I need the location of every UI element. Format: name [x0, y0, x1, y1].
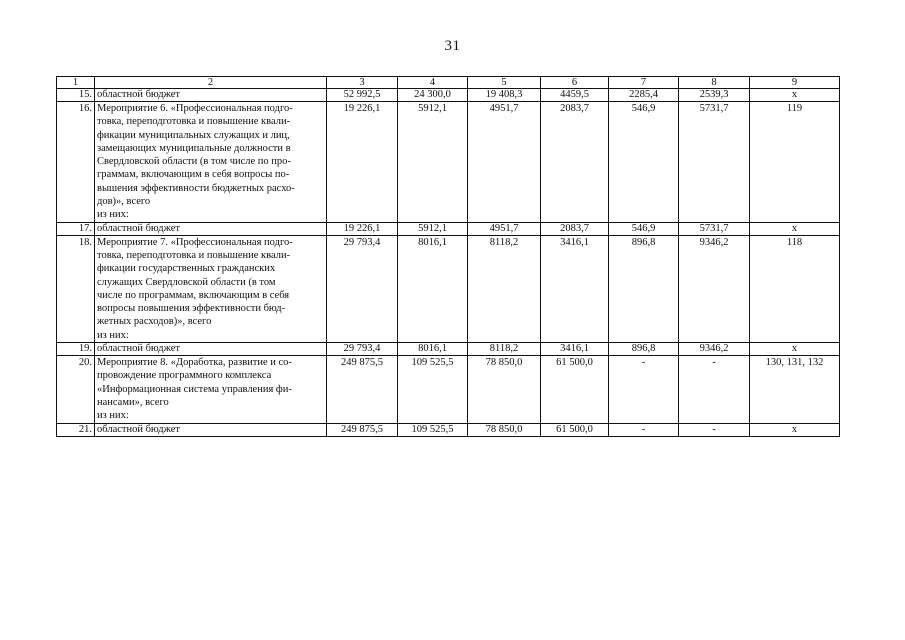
value-cell-c7: 546,9: [609, 102, 679, 223]
value-cell-c9: 130, 131, 132: [750, 356, 840, 423]
row-name-line: областной бюджет: [97, 343, 180, 355]
table-row: [57, 235, 840, 342]
budget-table: [56, 76, 840, 437]
value-cell-c3: 249 875,5: [327, 356, 398, 423]
column-header: 1: [57, 77, 95, 89]
value-cell-c3: 29 793,4: [327, 235, 398, 342]
value-cell-c8: 9346,2: [679, 235, 750, 342]
row-number: 18.: [57, 235, 95, 342]
table-row: [57, 222, 840, 235]
value-cell-c7: 2285,4: [609, 89, 679, 102]
row-name-line: товка, переподготовка и повышение квали-: [97, 116, 291, 128]
row-name-line: вышения эффективности бюджетных расхо-: [97, 182, 295, 194]
row-name-line: из них:: [97, 410, 129, 422]
value-cell-c3: 52 992,5: [327, 89, 398, 102]
value-cell-c5: 4951,7: [468, 222, 541, 235]
value-cell-c9: х: [750, 343, 840, 356]
row-name-line: числе по программам, включающим в себя: [97, 289, 290, 301]
row-name-line: замещающих муниципальные должности в: [97, 142, 291, 154]
table-row: [57, 343, 840, 356]
value-cell-c7: 546,9: [609, 222, 679, 235]
value-cell-c8: -: [679, 423, 750, 436]
value-cell-c6: 3416,1: [541, 235, 609, 342]
row-name: [95, 89, 327, 102]
row-name-line: областной бюджет: [97, 222, 180, 234]
value-cell-c6: 61 500,0: [541, 423, 609, 436]
row-number: 17.: [57, 222, 95, 235]
column-header: 8: [679, 77, 750, 89]
row-number: 20.: [57, 356, 95, 423]
row-name-line: товка, переподготовка и повышение квали-: [97, 249, 291, 261]
value-cell-c5: 8118,2: [468, 343, 541, 356]
value-cell-c4: 109 525,5: [398, 423, 468, 436]
row-number: 21.: [57, 423, 95, 436]
value-cell-c3: 29 793,4: [327, 343, 398, 356]
column-header: 6: [541, 77, 609, 89]
row-name: [95, 235, 327, 342]
value-cell-c3: 249 875,5: [327, 423, 398, 436]
table-row: [57, 356, 840, 423]
row-number: 15.: [57, 89, 95, 102]
value-cell-c5: 8118,2: [468, 235, 541, 342]
row-name-line: фикации государственных гражданских: [97, 263, 276, 275]
row-name-line: Мероприятие 6. «Профессиональная подго-: [97, 103, 293, 114]
value-cell-c8: 5731,7: [679, 102, 750, 223]
row-name-line: областной бюджет: [97, 423, 180, 435]
value-cell-c9: 118: [750, 235, 840, 342]
row-name: [95, 356, 327, 423]
value-cell-c5: 19 408,3: [468, 89, 541, 102]
row-number: 19.: [57, 343, 95, 356]
row-name-line: граммам, включающим в себя вопросы по-: [97, 169, 290, 181]
row-name: [95, 423, 327, 436]
value-cell-c7: 896,8: [609, 343, 679, 356]
column-header: 7: [609, 77, 679, 89]
value-cell-c7: -: [609, 356, 679, 423]
value-cell-c9: х: [750, 89, 840, 102]
value-cell-c8: -: [679, 356, 750, 423]
value-cell-c9: 119: [750, 102, 840, 223]
row-name-line: Мероприятие 7. «Профессиональная подго-: [97, 236, 293, 248]
value-cell-c8: 5731,7: [679, 222, 750, 235]
row-name-line: Мероприятие 8. «Доработка, развитие и со-: [97, 357, 292, 369]
row-name: [95, 102, 327, 223]
row-number: 16.: [57, 102, 95, 223]
value-cell-c8: 2539,3: [679, 89, 750, 102]
value-cell-c5: 4951,7: [468, 102, 541, 223]
column-header: 2: [95, 77, 327, 89]
value-cell-c6: 4459,5: [541, 89, 609, 102]
column-header: 3: [327, 77, 398, 89]
value-cell-c4: 24 300,0: [398, 89, 468, 102]
row-name: [95, 222, 327, 235]
value-cell-c9: х: [750, 222, 840, 235]
row-name-line: «Информационная система управления фи-: [97, 383, 292, 395]
row-name-line: вопросы повышения эффективности бюд-: [97, 303, 286, 315]
row-name: [95, 343, 327, 356]
row-name-line: дов)», всего: [97, 196, 151, 208]
value-cell-c8: 9346,2: [679, 343, 750, 356]
value-cell-c6: 3416,1: [541, 343, 609, 356]
row-name-line: нансами», всего: [97, 396, 169, 408]
row-name-line: Свердловской области (в том числе по про-: [97, 156, 291, 168]
value-cell-c3: 19 226,1: [327, 102, 398, 223]
value-cell-c4: 109 525,5: [398, 356, 468, 423]
value-cell-c9: х: [750, 423, 840, 436]
value-cell-c6: 2083,7: [541, 102, 609, 223]
row-name-line: областной бюджет: [97, 89, 180, 100]
value-cell-c4: 5912,1: [398, 222, 468, 235]
row-name-line: жетных расходов)», всего: [97, 316, 212, 328]
row-name-line: провождение программного комплекса: [97, 370, 272, 382]
value-cell-c7: 896,8: [609, 235, 679, 342]
page-number: 31: [444, 38, 461, 54]
value-cell-c3: 19 226,1: [327, 222, 398, 235]
column-header: 4: [398, 77, 468, 89]
table-row: [57, 89, 840, 102]
value-cell-c5: 78 850,0: [468, 356, 541, 423]
column-header: 5: [468, 77, 541, 89]
column-header: 9: [750, 77, 840, 89]
value-cell-c4: 8016,1: [398, 343, 468, 356]
value-cell-c4: 5912,1: [398, 102, 468, 223]
row-name-line: из них:: [97, 329, 129, 341]
value-cell-c6: 2083,7: [541, 222, 609, 235]
row-name-line: служащих Свердловской области (в том: [97, 276, 276, 288]
row-name-line: из них:: [97, 209, 129, 221]
value-cell-c7: -: [609, 423, 679, 436]
value-cell-c4: 8016,1: [398, 235, 468, 342]
table-header-row: [57, 77, 840, 89]
row-name-line: фикации муниципальных служащих и лиц,: [97, 129, 290, 141]
table-row: [57, 423, 840, 436]
table-row: [57, 102, 840, 223]
value-cell-c6: 61 500,0: [541, 356, 609, 423]
value-cell-c5: 78 850,0: [468, 423, 541, 436]
